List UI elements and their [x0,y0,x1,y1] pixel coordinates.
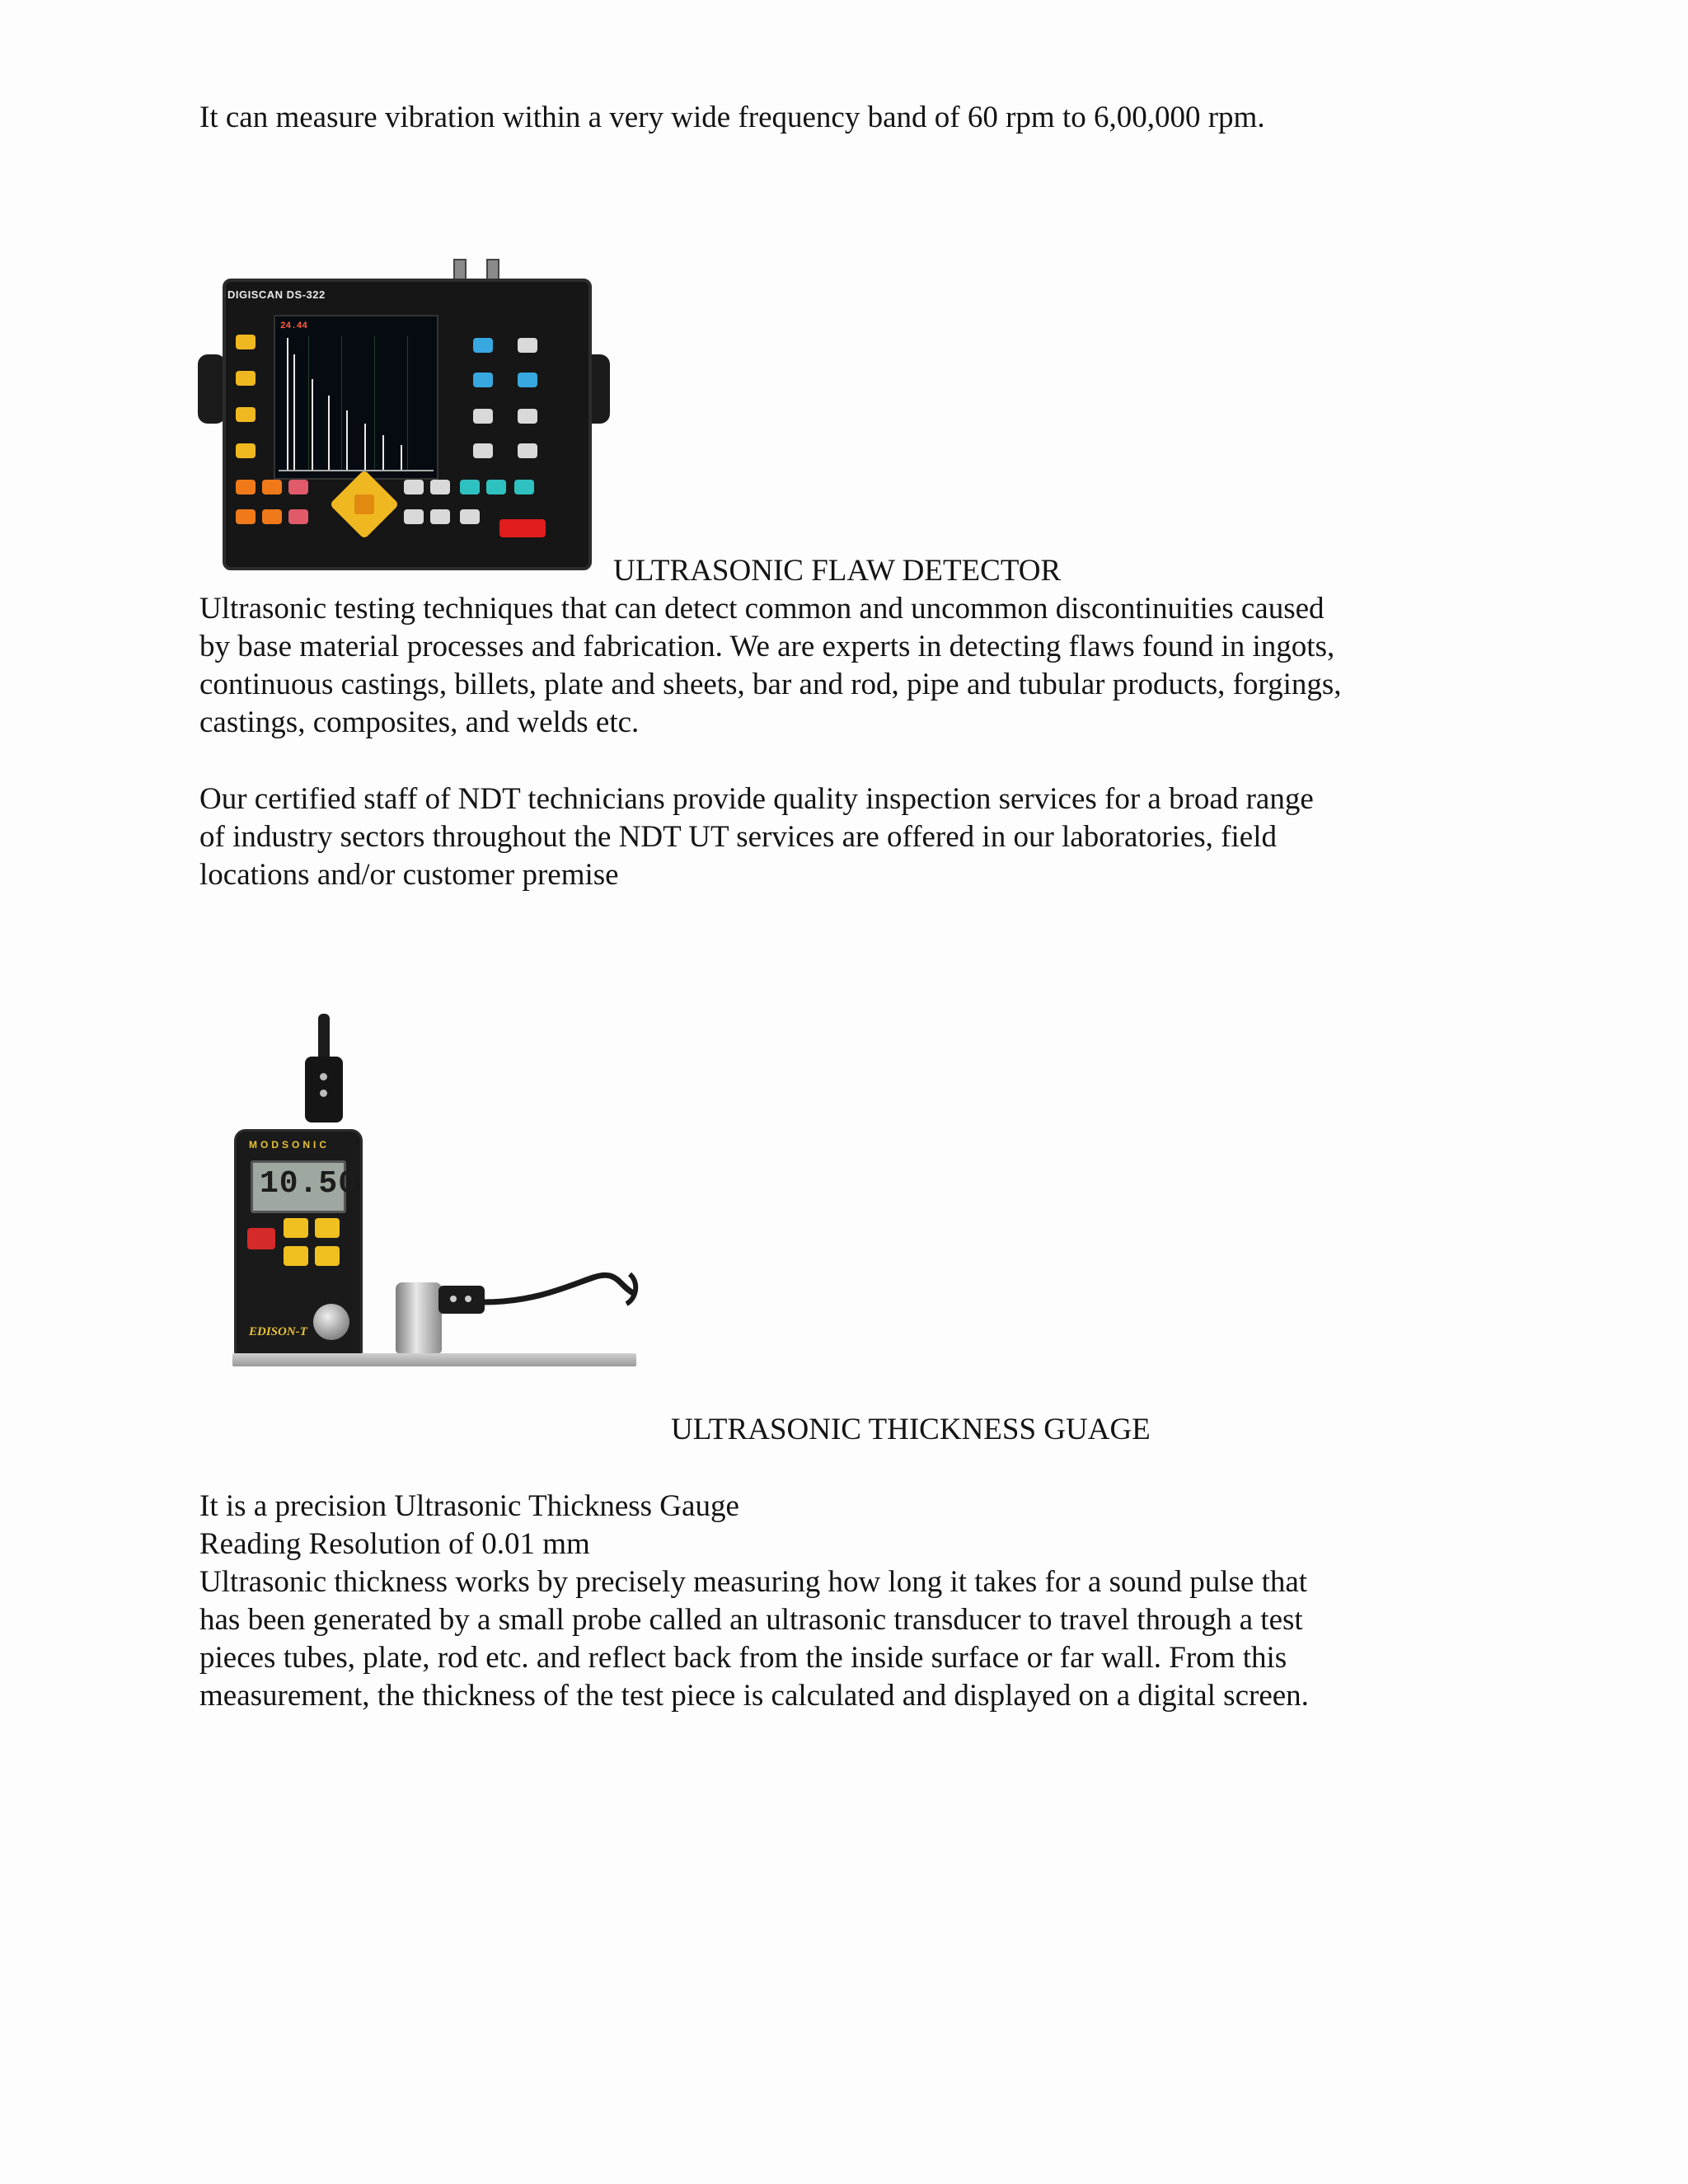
probe-cable-icon [223,1014,651,1376]
device-button-icon [236,407,256,422]
power-button-icon [499,519,546,537]
intro-paragraph: It can measure vibration within a very wide frequency band of 60 rpm to 6,00,000 rpm. [199,101,1265,134]
device-model-label: DIGISCAN DS-322 [227,288,326,301]
flaw-detector-image [198,255,626,569]
device-button-icon [473,409,493,424]
gauge-line: measurement, the thickness of the test piece is calculated and displayed on a digital screen. [199,1679,1309,1713]
device-button-icon [473,443,493,458]
left-handle [198,354,226,424]
device-button-icon [236,335,256,349]
flaw-para1-line: Ultrasonic testing techniques that can detect common and uncommon discontinuities caused [199,592,1325,626]
flaw-para1-line: by base material processes and fabrication. We are experts in detecting flaws found in ingots, [199,630,1335,663]
flaw-para1-line: continuous castings, billets, plate and sheets, bar and rod, pipe and tubular products, forgings, [199,668,1342,701]
device-button-icon [518,338,537,353]
device-button-icon [236,443,256,458]
gauge-line: Ultrasonic thickness works by precisely measuring how long it takes for a sound pulse that [199,1565,1308,1599]
thickness-gauge-caption: ULTRASONIC THICKNESS GUAGE [671,1413,1151,1446]
device-button-icon [518,373,537,387]
screen-readout: 24.44 [280,321,308,331]
gauge-line: Reading Resolution of 0.01 mm [199,1527,590,1561]
lcd-readout: 10.50 [260,1166,359,1202]
gauge-line: It is a precision Ultrasonic Thickness Gauge [199,1489,739,1523]
device-button-icon [473,338,493,353]
a-scan-screen [274,315,438,480]
flaw-para1-line: castings, composites, and welds etc. [199,705,640,739]
device-button-icon [518,443,537,458]
gauge-brand-label: MODSONIC [249,1139,330,1151]
flaw-para2-line: locations and/or customer premise [199,858,619,892]
thickness-gauge-image [223,1014,651,1376]
gauge-line: pieces tubes, plate, rod etc. and reflect back from the inside surface or far wall. From this [199,1641,1287,1675]
gauge-line: has been generated by a small probe called an ultrasonic transducer to travel through a test [199,1603,1303,1637]
flaw-para2-line: Our certified staff of NDT technicians provide quality inspection services for a broad range [199,782,1314,816]
device-button-icon [473,373,493,387]
device-button-icon [518,409,537,424]
flaw-para2-line: of industry sectors throughout the NDT UT services are offered in our laboratories, field [199,820,1277,854]
flaw-detector-caption: ULTRASONIC FLAW DETECTOR [613,554,1062,588]
gauge-logo-label: EDISON-T [249,1325,307,1338]
device-button-icon [236,371,256,386]
